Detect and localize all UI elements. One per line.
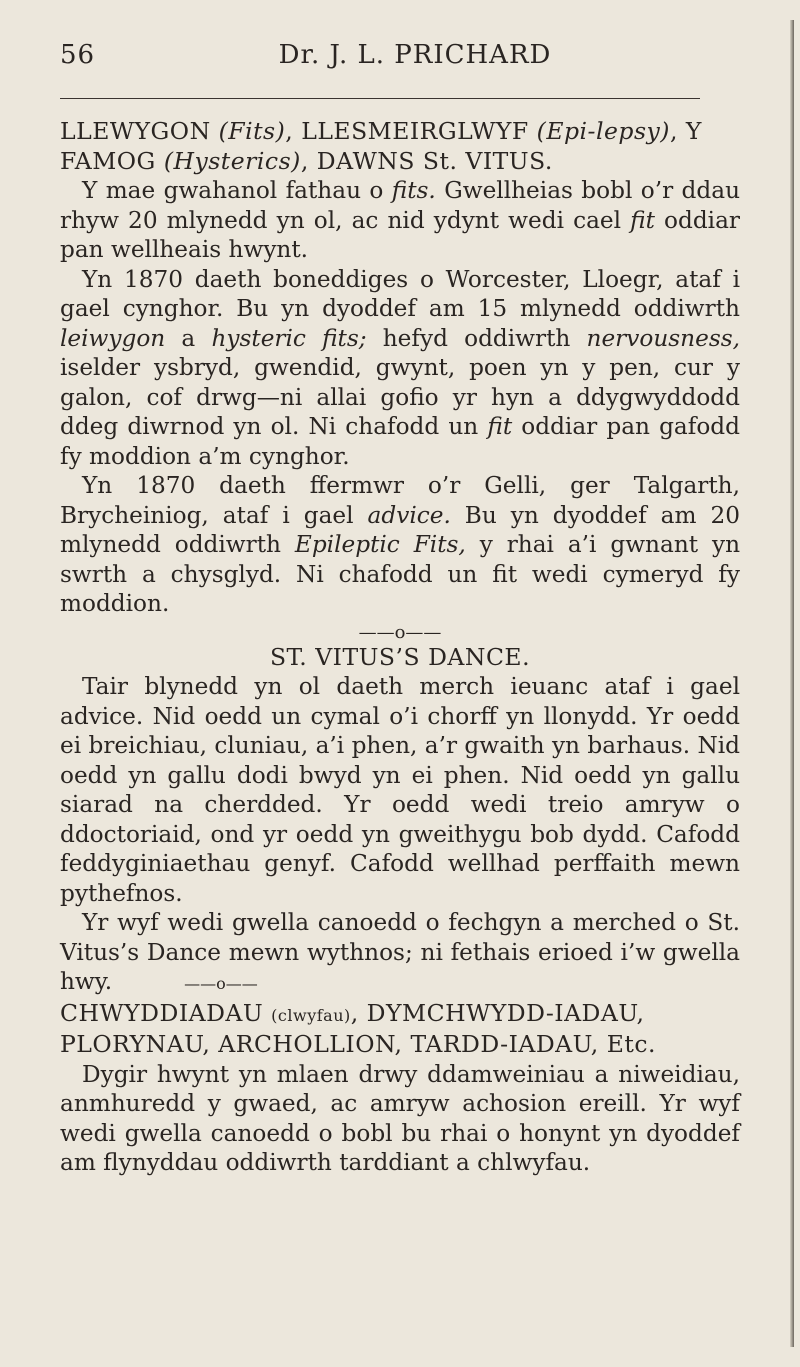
italic-run: nervousness, — [586, 324, 740, 352]
paragraph-fits-2 — [60, 265, 740, 472]
paragraph-vitus-1: Tair blynedd yn ol daeth merch ieuanc ataf i gael advice. Nid oedd un cymal o’i chorff yn llonydd. Yr oedd ei breichiau, cluniau, a’i phen, a’r gwaith yn barhaus. Nid oedd yn gallu dodi bwyd yn ei phen. Nid oedd yn gallu siarad na cherdded. Yr oedd wedi treio amryw o ddoctoriaid, ond yr oedd yn gweithygu bob dydd. Cafodd feddyginiaethau genyf. Cafodd wellhad perffaith mewn pythefnos. — [60, 673, 740, 907]
page-edge-shadow — [790, 20, 794, 1347]
italic-run: fit — [630, 206, 655, 234]
text-run: LLEWYGON — [60, 117, 219, 145]
running-head: Dr. J. L. PRICHARD — [278, 40, 552, 70]
paragraph-swellings: Dygir hwynt yn mlaen drwy ddamweiniau a niweidiau, anmhuredd y gwaed, ac amryw achosion ereill. Yr wyf wedi gwella canoedd o bobl bu rhai o honynt yn dyoddef am flynyddau oddiwrth tarddiant a chlwyfau. — [60, 1060, 740, 1176]
text-run: , Y FAMOG — [60, 117, 702, 175]
text-run: hefyd oddiwrth — [366, 324, 587, 352]
text-run: , DAWNS St. VITUS. — [300, 146, 553, 175]
italic-run: advice. — [367, 501, 451, 529]
section-heading-swellings — [60, 999, 740, 1060]
book-page — [60, 40, 740, 1178]
text-run: y rhai a’i gwnant yn swrth a chysglyd. Ni chafodd un fit wedi cymeryd fy moddion. — [60, 531, 740, 617]
text-run: oddiar pan wellheais hwynt. — [60, 206, 740, 263]
text-run: a — [165, 324, 212, 352]
text-run: , LLESMEIRGLWYF — [285, 117, 537, 145]
page-number: 56 — [60, 40, 96, 70]
italic-run: fits. — [391, 177, 436, 204]
paragraph-fits-1 — [60, 176, 740, 265]
italic-run: (Fits) — [218, 117, 286, 145]
heading-swellings-a: CHWYDDIADAU — [60, 998, 272, 1027]
inline-separator: ——o—— — [184, 974, 258, 993]
text-run: Yn 1870 daeth ffermwr o’r Gelli, ger Talgarth, Brycheiniog, ataf i gael — [60, 472, 740, 529]
paragraph-fits-3 — [60, 471, 740, 619]
italic-run: (Epi-lepsy) — [536, 117, 670, 145]
text-run: Gwellheias bobl o’r ddau rhyw 20 mlynedd yn ol, ac nid ydynt wedi cael — [60, 177, 741, 234]
header-rule — [60, 98, 700, 99]
text-run: Bu yn dyoddef am 20 mlynedd oddiwrth — [60, 501, 740, 558]
section-heading-vitus: ST. VITUS’S DANCE. — [269, 642, 531, 671]
italic-run: leiwygon — [60, 324, 166, 352]
italic-run: hysteric fits; — [211, 324, 367, 352]
section-separator: ——o—— — [358, 621, 442, 643]
paragraph-vitus-2 — [60, 908, 740, 999]
text-run: oddiar pan gafodd fy moddion a’m cynghor. — [60, 413, 740, 470]
text-run: iselder ysbryd, gwendid, gwynt, poen yn y pen, cur y galon, cof drwg—ni allai gofio yr hyn a ddygwyddodd ddeg diwrnod yn ol. Ni chafodd un — [60, 354, 740, 440]
text-run: Y mae gwahanol fathau o — [82, 177, 392, 204]
text-run: Yn 1870 daeth boneddiges o Worcester, Lloegr, ataf i gael cynghor. Bu yn dyoddef am 15 mlynedd oddiwrth — [60, 265, 740, 322]
heading-swellings-b: , DYMCHWYDD-IADAU, PLORYNAU, ARCHOLLION, TARDD-IADAU, Etc. — [60, 998, 656, 1058]
paragraph-vitus-2-text: Yr wyf wedi gwella canoedd o fechgyn a merched o St. Vitus’s Dance mewn wythnos; ni fethais erioed i’w gwella hwy. — [60, 909, 740, 995]
section-heading-fits — [60, 117, 740, 176]
italic-run: (Hysterics) — [163, 146, 301, 175]
italic-run: Epileptic Fits, — [294, 531, 466, 558]
page-header — [60, 40, 740, 86]
italic-run: fit — [487, 413, 513, 440]
heading-swellings-smallcaps: (clwyfau) — [271, 1005, 351, 1025]
